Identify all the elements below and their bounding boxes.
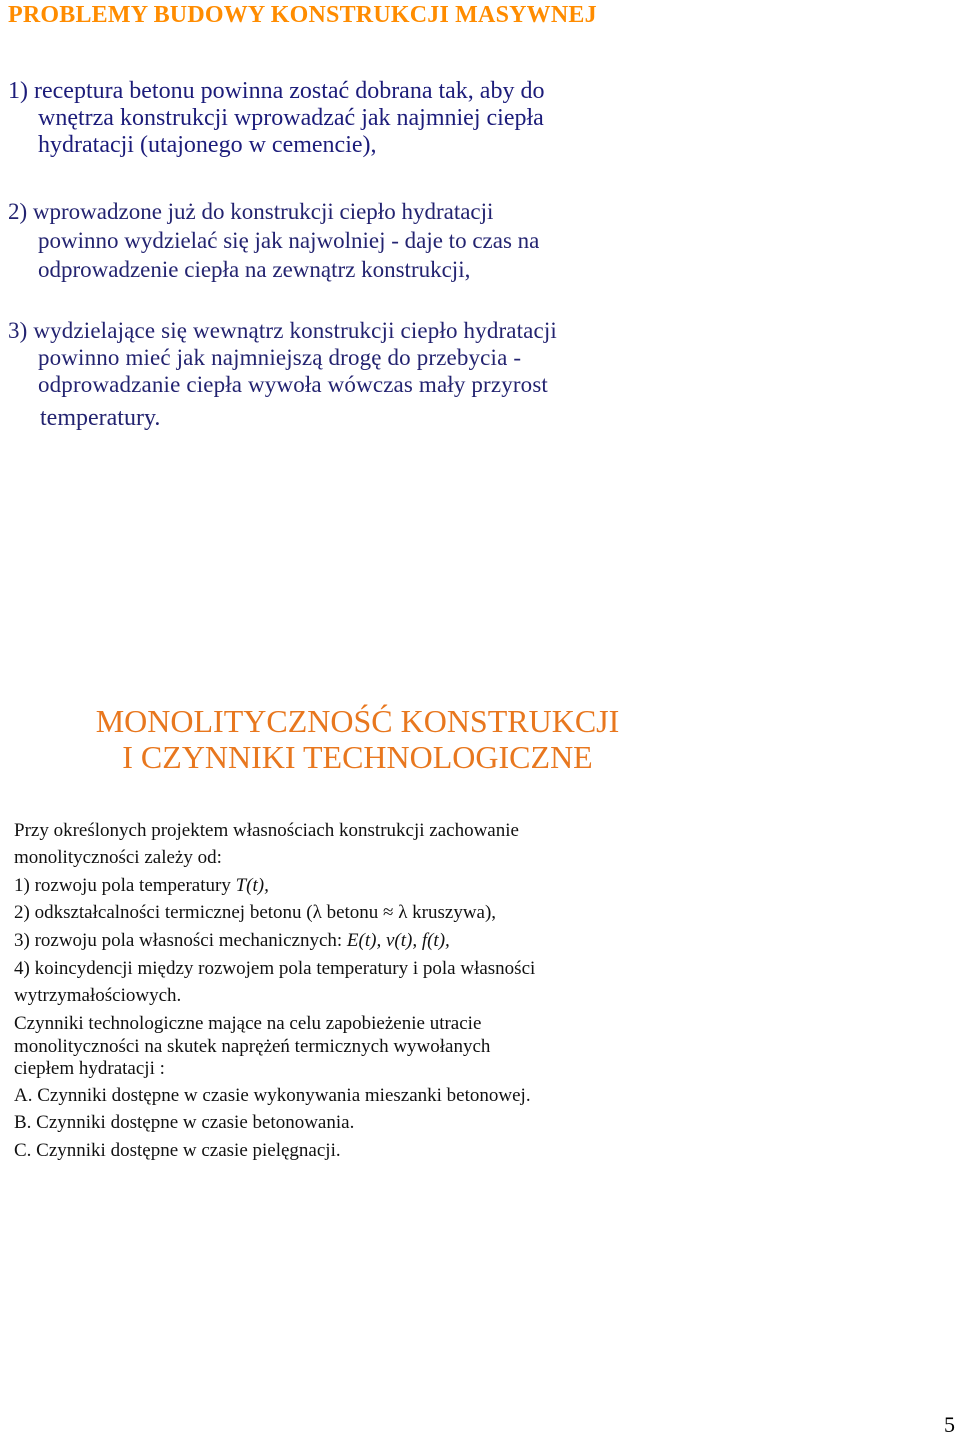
tech-factor-c: C. Czynniki dostępne w czasie pielęgnacji.	[14, 1140, 341, 1161]
problem-item-1-line-3: hydratacji (utajonego w cemencie),	[38, 132, 377, 158]
section-title-line-2: I CZYNNIKI TECHNOLOGICZNE	[122, 739, 593, 775]
problem-item-2-line-1: 2) wprowadzone już do konstrukcji ciepło hydratacji	[8, 199, 494, 224]
factor-3	[14, 930, 450, 952]
factor-1-text: 1) rozwoju pola temperatury	[14, 875, 236, 896]
tech-intro-line-3: ciepłem hydratacji :	[14, 1058, 165, 1079]
factor-2: 2) odkształcalności termicznej betonu (λ betonu ≈ λ kruszywa),	[14, 902, 497, 923]
problem-item-3-line-2: powinno mieć jak najmniejszą drogę do przebycia -	[38, 345, 522, 370]
problem-item-3-line-1: 3) wydzielające się wewnątrz konstrukcji ciepło hydratacji	[8, 318, 557, 343]
factor-1	[14, 875, 269, 897]
page-title: PROBLEMY BUDOWY KONSTRUKCJI MASYWNEJ	[8, 2, 597, 28]
factor-4-line-2: wytrzymałościowych.	[14, 985, 182, 1006]
tech-intro-line-2: monolityczności na skutek naprężeń termicznych wywołanych	[14, 1036, 491, 1057]
intro-line-1: Przy określonych projektem własnościach konstrukcji zachowanie	[14, 820, 519, 841]
factor-3-formula: E(t), ν(t), f(t),	[346, 930, 450, 951]
factor-1-formula: T(t),	[235, 875, 269, 896]
tech-intro-line-1: Czynniki technologiczne mające na celu zapobieżenie utracie	[14, 1013, 482, 1034]
tech-factor-a: A. Czynniki dostępne w czasie wykonywania mieszanki betonowej.	[14, 1085, 531, 1106]
problem-item-1-line-2: wnętrza konstrukcji wprowadzać jak najmniej ciepła	[38, 105, 544, 131]
section-title	[0, 703, 715, 775]
problem-item-2-line-3: odprowadzenie ciepła na zewnątrz konstrukcji,	[38, 257, 471, 282]
problem-item-1-line-1: 1) receptura betonu powinna zostać dobrana tak, aby do	[8, 78, 545, 104]
problem-item-3-line-4: temperatury.	[40, 405, 161, 431]
section-title-line-1: MONOLITYCZNOŚĆ KONSTRUKCJI	[95, 703, 620, 739]
factor-4-line-1: 4) koincydencji między rozwojem pola temperatury i pola własności	[14, 958, 536, 979]
problem-item-3-line-3: odprowadzanie ciepła wywoła wówczas mały przyrost	[38, 372, 548, 397]
page-number: 5	[944, 1412, 955, 1437]
intro-line-2: monolityczności zależy od:	[14, 847, 222, 868]
problem-item-2-line-2: powinno wydzielać się jak najwolniej - daje to czas na	[38, 228, 540, 253]
tech-factor-b: B. Czynniki dostępne w czasie betonowania.	[14, 1112, 355, 1133]
factor-3-text: 3) rozwoju pola własności mechanicznych:	[14, 930, 347, 951]
